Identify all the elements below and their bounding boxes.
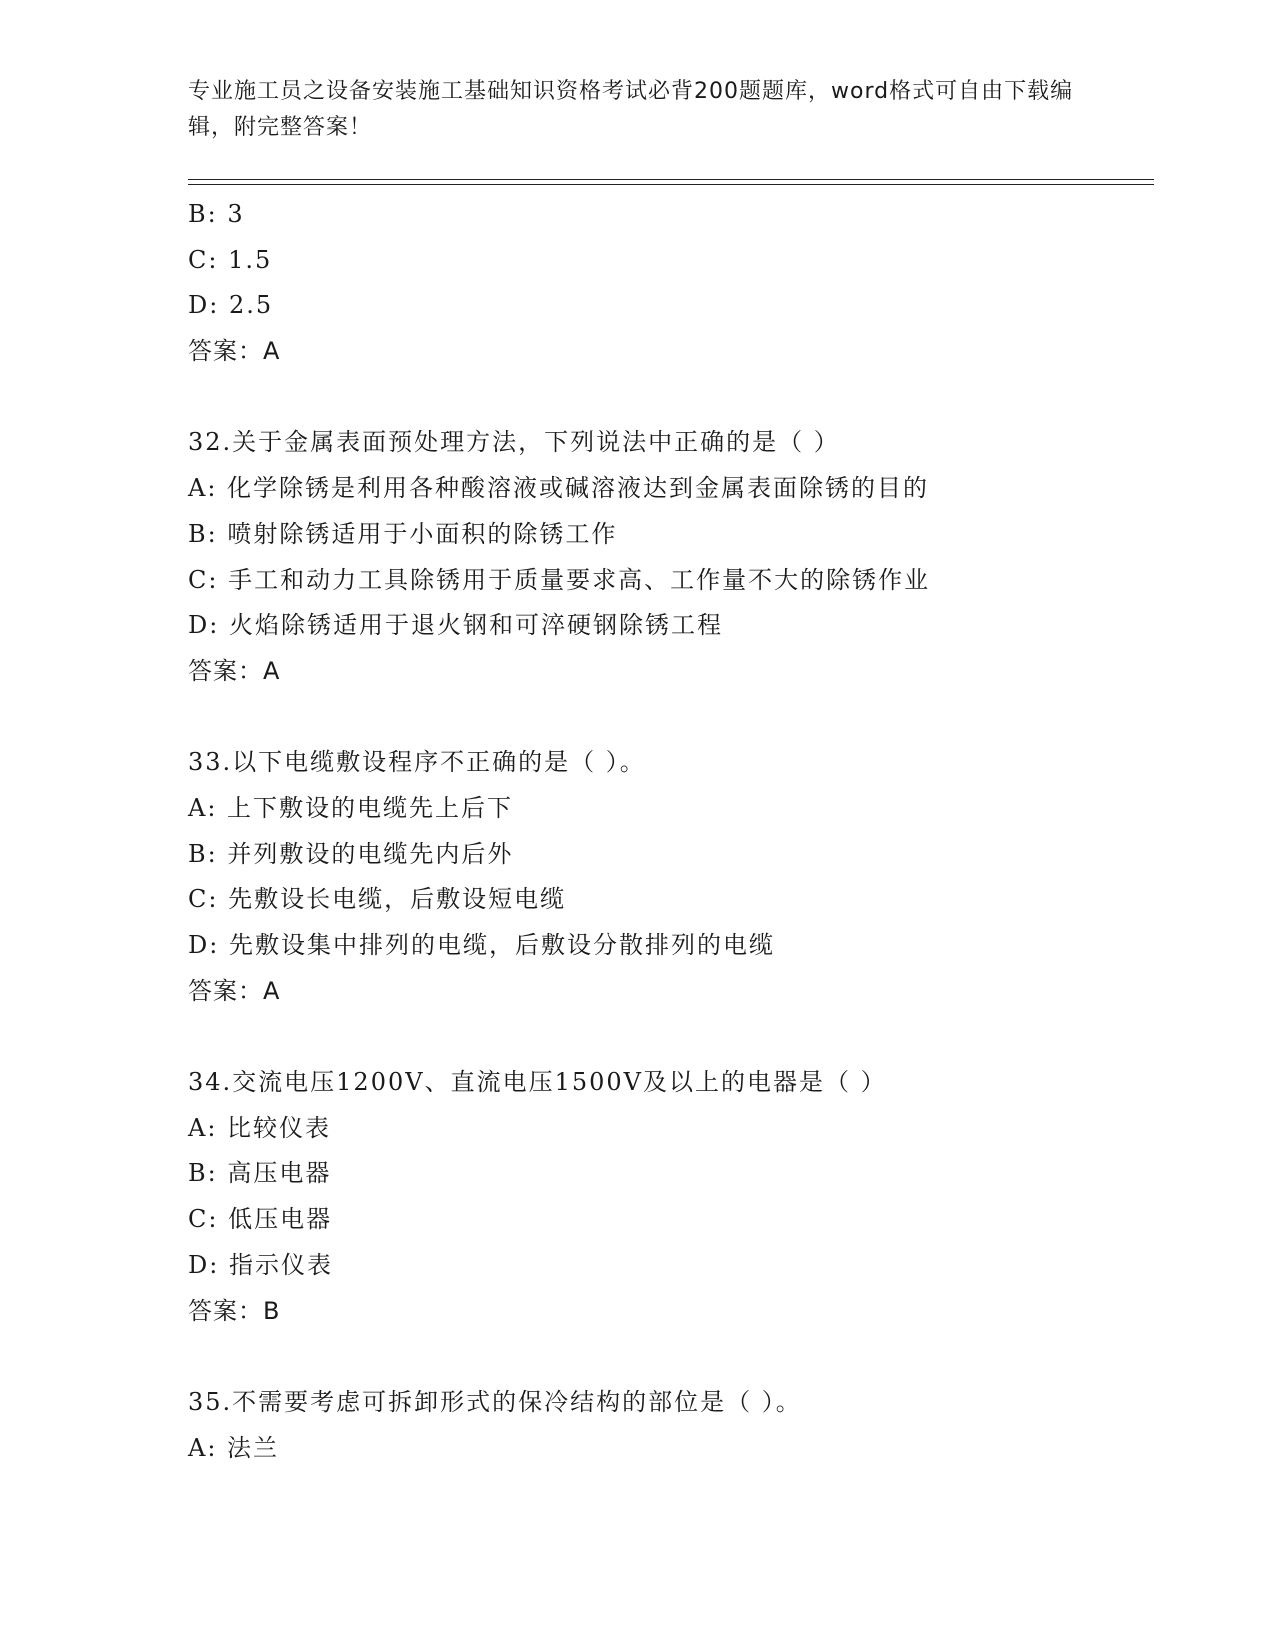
option-c: C: 手工和动力工具除锈用于质量要求高、工作量不大的除锈作业 [188,565,931,594]
question-stem: 32.关于金属表面预处理方法，下列说法中正确的是（ ） [188,428,840,457]
option-d: D: 指示仪表 [188,1250,333,1279]
option-a: A: 上下敷设的电缆先上后下 [188,793,514,822]
option-b: B: 喷射除锈适用于小面积的除锈工作 [188,519,618,548]
option-b: B: 3 [188,200,245,228]
option-a: A: 比较仪表 [188,1113,332,1142]
question-35 [188,1380,1168,1471]
option-b: B: 并列敷设的电缆先内后外 [188,839,514,868]
question-31-continuation [188,192,1168,375]
question-32 [188,420,1168,694]
option-c: C: 低压电器 [188,1205,333,1234]
answer: 答案：A [188,656,281,685]
question-34 [188,1060,1168,1334]
option-d: D: 火焰除锈适用于退火钢和可淬硬钢除锈工程 [188,611,723,640]
answer: 答案：B [188,1296,281,1325]
option-d: D: 先敷设集中排列的电缆，后敷设分散排列的电缆 [188,931,775,959]
question-stem: 34.交流电压1200V、直流电压1500V及以上的电器是（ ） [188,1068,887,1097]
question-stem: 33.以下电缆敷设程序不正确的是（ ）。 [188,748,646,777]
document-header: 专业施工员之设备安装施工基础知识资格考试必背200题题库，word格式可自由下载编辑，附完整答案！ [188,79,1074,140]
option-d: D: 2.5 [188,291,274,320]
spacer [188,375,1168,421]
answer: 答案：A [188,337,281,366]
answer: 答案：A [188,976,281,1005]
spacer [188,695,1168,741]
header-divider-top [188,179,1154,180]
option-c: C: 1.5 [188,245,273,274]
option-b: B: 高压电器 [188,1159,332,1188]
option-a: A: 法兰 [188,1433,280,1462]
spacer [188,1014,1168,1060]
question-list [188,192,1168,1471]
question-stem: 35.不需要考虑可拆卸形式的保冷结构的部位是（ ）。 [188,1387,802,1416]
question-33 [188,740,1168,1014]
header-divider-bottom [188,184,1154,185]
option-c: C: 先敷设长电缆，后敷设短电缆 [188,885,567,914]
spacer [188,1334,1168,1380]
option-a: A: 化学除锈是利用各种酸溶液或碱溶液达到金属表面除锈的目的 [188,474,930,503]
